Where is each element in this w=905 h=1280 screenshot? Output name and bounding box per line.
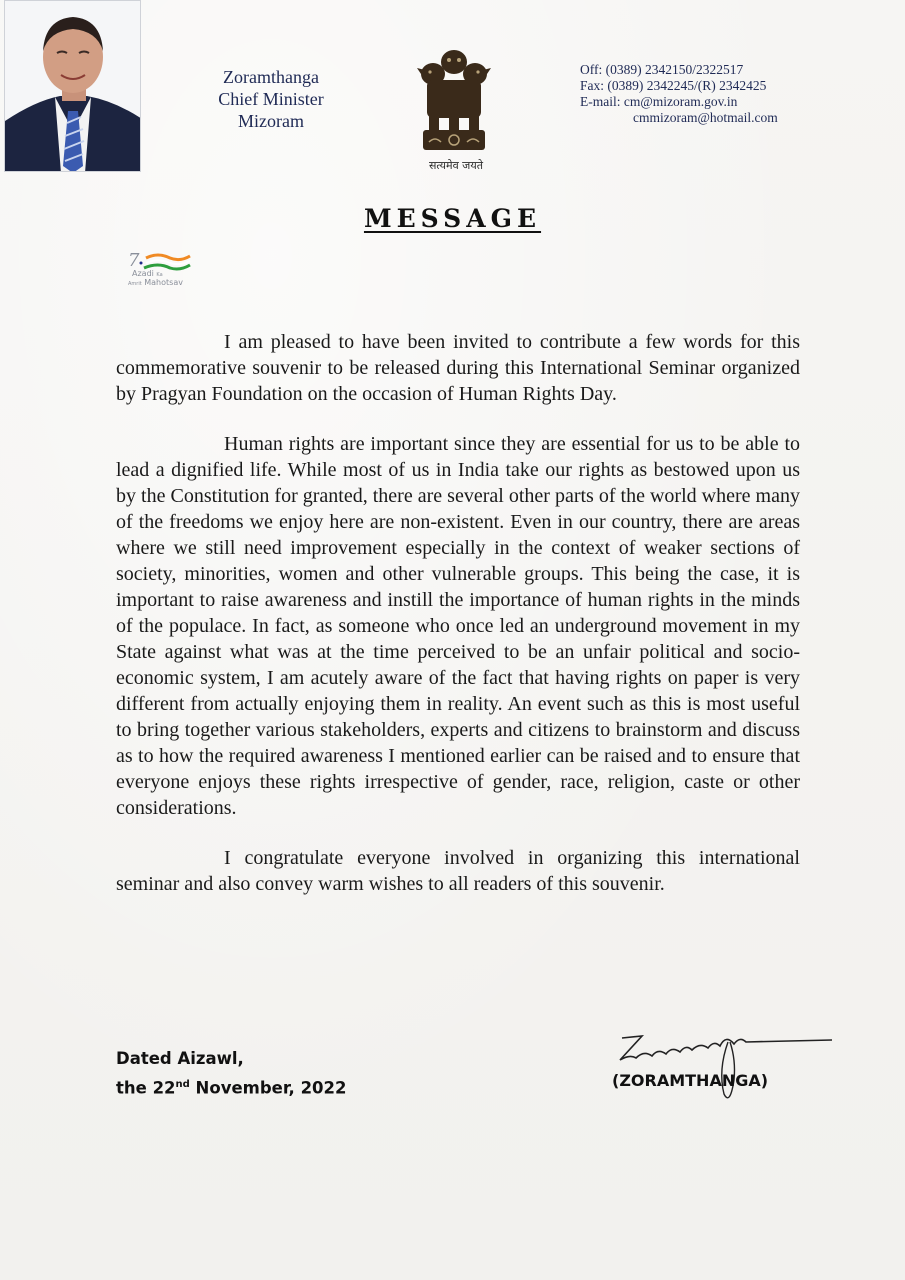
office-phone: Off: (0389) 2342150/2322517 <box>580 62 744 77</box>
logo-text-line1: Azadi Ka <box>132 269 163 278</box>
svg-text:7: 7 <box>128 250 140 271</box>
sender-designation: Chief Minister <box>218 89 324 109</box>
paragraph: I am pleased to have been invited to contribute a few words for this commemorative souvenir to be released during this International Seminar organized by Pragyan Foundation on the occasion of Human Rights Day. <box>116 331 800 405</box>
paragraph: Human rights are important since they are essential for us to be able to lead a dignified life. While most of us in India take our rights as bestowed upon us by the Constitution for granted, there are several other parts of the world where many of the freedoms we enjoy here are non-existent. Even in our country, there are areas where we still need improvement especially in the context of weaker sections of society, minorities, women and other vulnerable groups. This being the case, it is important to raise awareness and instill the importance of human rights in the minds of the populace. In fact, as someone who once led an underground movement in my State against what was at the time perceived to be an unfair political and socio-economic system, I am acutely aware of the fact that having rights on paper is very different from actually enjoying them in reality. An event such as this is most useful to bring together various stakeholders, experts and citizens to brainstorm and discuss as to how the required awareness I mentioned earlier can be raised and to ensure that everyone enjoys these rights irrespective of gender, race, religion, caste or other considerations. <box>116 433 800 819</box>
email-primary: E-mail: cm@mizoram.gov.in <box>580 94 738 109</box>
portrait-photo <box>4 0 141 172</box>
signer-name: (ZORAMTHANGA) <box>612 1071 769 1090</box>
email-secondary: cmmizoram@hotmail.com <box>633 110 778 125</box>
sender-state: Mizoram <box>238 111 304 131</box>
contact-block <box>580 62 778 126</box>
signature-icon <box>600 1020 850 1110</box>
date-line: the 22nd November, 2022 <box>116 1078 347 1098</box>
sender-block <box>196 66 346 132</box>
paragraph: I congratulate everyone involved in organizing this international seminar and also convey warm wishes to all readers of this souvenir. <box>116 847 800 895</box>
page-title: MESSAGE <box>363 204 542 233</box>
date-place: Dated Aizawl, <box>116 1049 244 1068</box>
message-body <box>116 329 800 921</box>
sender-name: Zoramthanga <box>223 67 319 87</box>
emblem-motto: सत्यमेव जयते <box>428 159 483 172</box>
fax-number: Fax: (0389) 2342245/(R) 2342425 <box>580 78 767 93</box>
logo-text-line2: Amrit Mahotsav <box>128 278 183 287</box>
azadi-ka-amrit-mahotsav-logo <box>124 250 214 300</box>
date-block <box>116 1046 347 1102</box>
national-emblem-icon <box>413 44 495 176</box>
page-title-container <box>0 204 905 233</box>
